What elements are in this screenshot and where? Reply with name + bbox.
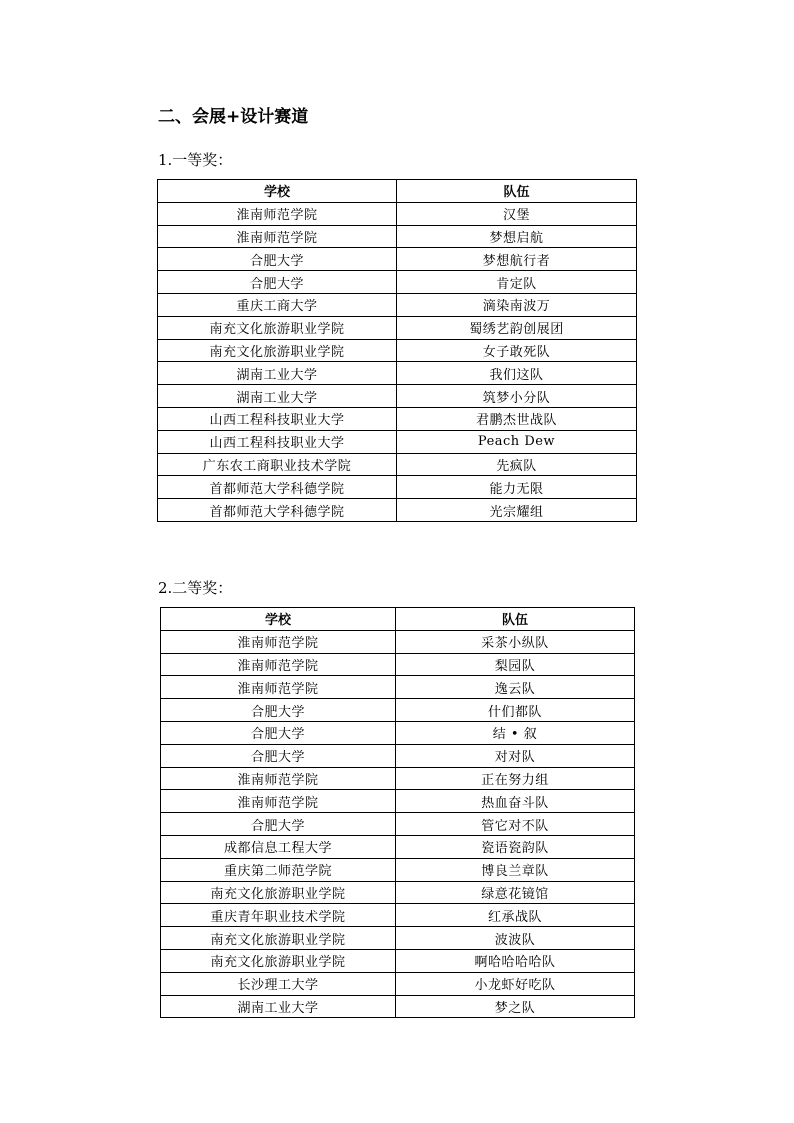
school-cell: 首都师范大学科德学院 <box>158 476 397 499</box>
school-cell: 成都信息工程大学 <box>161 835 396 858</box>
first-prize-rows <box>158 202 637 521</box>
team-cell: 滴染南波万 <box>397 293 637 316</box>
table-row <box>158 202 637 225</box>
school-cell: 广东农工商职业技术学院 <box>158 453 397 476</box>
table-row <box>158 316 637 339</box>
table-row <box>158 248 637 271</box>
table-row <box>158 293 637 316</box>
first-prize-heading: 1.一等奖： <box>158 151 233 169</box>
school-cell: 湖南工业大学 <box>158 385 397 408</box>
team-cell: 绿意花镜馆 <box>396 881 635 904</box>
school-cell: 湖南工业大学 <box>158 362 397 385</box>
table-row <box>158 453 637 476</box>
team-cell: 梦想启航 <box>397 225 637 248</box>
team-cell: 瓷语瓷韵队 <box>396 835 635 858</box>
table-row <box>158 430 637 453</box>
school-cell: 淮南师范学院 <box>158 225 397 248</box>
team-cell: 君鹏杰世战队 <box>397 407 637 430</box>
school-cell: 合肥大学 <box>161 721 396 744</box>
school-cell: 合肥大学 <box>161 699 396 722</box>
team-cell: 先疯队 <box>397 453 637 476</box>
table-header-row <box>158 180 637 203</box>
school-cell: 淮南师范学院 <box>161 630 396 653</box>
team-cell: 蜀绣艺韵创展团 <box>397 316 637 339</box>
table-row <box>161 790 635 813</box>
team-cell: 热血奋斗队 <box>396 790 635 813</box>
school-cell: 南充文化旅游职业学院 <box>161 881 396 904</box>
team-cell: Peach Dew <box>397 430 637 453</box>
team-cell: 光宗耀组 <box>397 499 637 522</box>
second-prize-heading: 2.二等奖： <box>158 579 233 597</box>
table-row <box>161 630 635 653</box>
table-row <box>158 271 637 294</box>
team-cell: 梦之队 <box>396 995 635 1018</box>
table-row <box>161 858 635 881</box>
team-cell: 正在努力组 <box>396 767 635 790</box>
team-cell: 波波队 <box>396 927 635 950</box>
table-row <box>161 744 635 767</box>
table-row <box>158 385 637 408</box>
team-cell: 梦想航行者 <box>397 248 637 271</box>
school-cell: 淮南师范学院 <box>161 767 396 790</box>
table-row <box>158 476 637 499</box>
team-cell: 能力无限 <box>397 476 637 499</box>
school-cell: 首都师范大学科德学院 <box>158 499 397 522</box>
school-cell: 重庆工商大学 <box>158 293 397 316</box>
table-row <box>161 995 635 1018</box>
first-prize-table <box>157 179 637 522</box>
school-cell: 山西工程科技职业大学 <box>158 430 397 453</box>
school-cell: 湖南工业大学 <box>161 995 396 1018</box>
table-row <box>161 972 635 995</box>
team-cell: 啊哈哈哈哈队 <box>396 949 635 972</box>
school-cell: 合肥大学 <box>161 813 396 836</box>
table-row <box>158 407 637 430</box>
column-header-school: 学校 <box>158 180 397 203</box>
team-cell: 管它对不队 <box>396 813 635 836</box>
school-cell: 淮南师范学院 <box>161 653 396 676</box>
school-cell: 重庆第二师范学院 <box>161 858 396 881</box>
table-row <box>158 339 637 362</box>
team-cell: 汉堡 <box>397 202 637 225</box>
table-row <box>161 721 635 744</box>
column-header-team: 队伍 <box>396 608 635 631</box>
team-cell: 对对队 <box>396 744 635 767</box>
school-cell: 南充文化旅游职业学院 <box>158 316 397 339</box>
table-row <box>161 653 635 676</box>
table-row <box>161 676 635 699</box>
team-cell: 什们都队 <box>396 699 635 722</box>
table-header-row <box>161 608 635 631</box>
team-cell: 逸云队 <box>396 676 635 699</box>
team-cell: 梨园队 <box>396 653 635 676</box>
school-cell: 合肥大学 <box>158 271 397 294</box>
school-cell: 重庆青年职业技术学院 <box>161 904 396 927</box>
second-prize-rows <box>161 630 635 1018</box>
table-row <box>161 904 635 927</box>
table-row <box>158 499 637 522</box>
school-cell: 南充文化旅游职业学院 <box>161 949 396 972</box>
school-cell: 合肥大学 <box>161 744 396 767</box>
table-row <box>158 225 637 248</box>
team-cell: 我们这队 <box>397 362 637 385</box>
school-cell: 南充文化旅游职业学院 <box>158 339 397 362</box>
school-cell: 淮南师范学院 <box>158 202 397 225</box>
second-prize-table <box>160 607 635 1018</box>
section-title: 二、会展+设计赛道 <box>158 107 309 127</box>
table-row <box>158 362 637 385</box>
column-header-team: 队伍 <box>397 180 637 203</box>
team-cell: 肯定队 <box>397 271 637 294</box>
school-cell: 南充文化旅游职业学院 <box>161 927 396 950</box>
column-header-school: 学校 <box>161 608 396 631</box>
table-row <box>161 949 635 972</box>
school-cell: 淮南师范学院 <box>161 790 396 813</box>
team-cell: 采茶小纵队 <box>396 630 635 653</box>
team-cell: 女子敢死队 <box>397 339 637 362</box>
table-row <box>161 881 635 904</box>
team-cell: 小龙虾好吃队 <box>396 972 635 995</box>
team-cell: 博良兰章队 <box>396 858 635 881</box>
school-cell: 山西工程科技职业大学 <box>158 407 397 430</box>
table-row <box>161 927 635 950</box>
table-row <box>161 813 635 836</box>
team-cell: 筑梦小分队 <box>397 385 637 408</box>
school-cell: 长沙理工大学 <box>161 972 396 995</box>
school-cell: 合肥大学 <box>158 248 397 271</box>
team-cell: 结 • 叙 <box>396 721 635 744</box>
team-cell: 红承战队 <box>396 904 635 927</box>
table-row <box>161 767 635 790</box>
table-row <box>161 835 635 858</box>
table-row <box>161 699 635 722</box>
school-cell: 淮南师范学院 <box>161 676 396 699</box>
